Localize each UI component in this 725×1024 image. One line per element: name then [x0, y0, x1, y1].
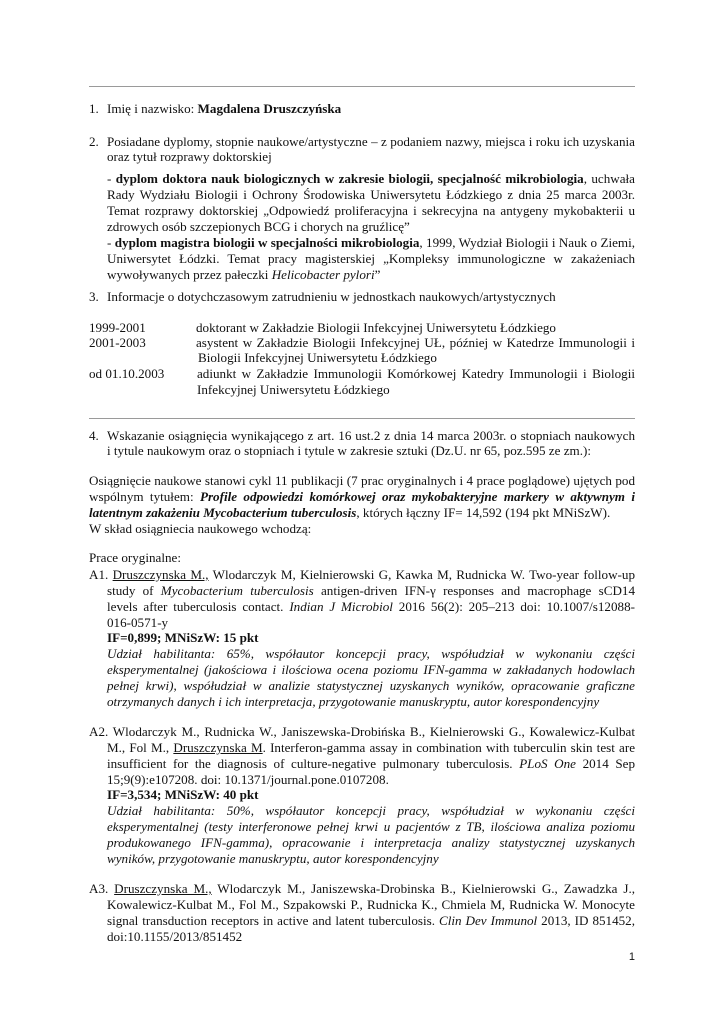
- achievement-intro-line-1: Osiągnięcie naukowe stanowi cykl 11 publikacji (7 prac oryginalnych i 4 prace poglądowe) ujętych pod: [89, 473, 635, 488]
- text-run: 2014 Sep: [575, 756, 636, 771]
- employment-description: Biologii Infekcyjnej Uniwersytetu Łódzkiego: [198, 350, 437, 365]
- person-name: Magdalena Druszczyńska: [197, 101, 342, 116]
- doctorate-diploma-line-1: [107, 171, 635, 187]
- text-run: , uchwała: [583, 171, 635, 186]
- paper-a3-line-4: doi:10.1155/2013/851452: [107, 929, 243, 944]
- section-rule: [89, 418, 635, 419]
- paper-id: A1.: [89, 567, 113, 582]
- text-run: ”: [374, 267, 381, 282]
- doctorate-diploma-line-2: Rady Wydziału Biologii i Ochrony Środowiska Uniwersytetu Łódzkiego z dnia 25 marca 2003r.: [107, 187, 635, 202]
- text-run: antigen-driven IFN-γ responses and macrophage sCD14: [313, 583, 635, 598]
- header-rule: [89, 86, 635, 87]
- text-run: , 1999, Wydział Biologii i Nauk o Ziemi,: [419, 235, 635, 250]
- paper-a2-line-3: [107, 756, 635, 772]
- master-diploma-line-2: Uniwersytet Łódzki. Temat pracy magisterskiej „Kompleksy immunologiczne w zakażeniach: [107, 251, 635, 266]
- paper-a2-contribution-line-1: Udział habilitanta: 50%, współautor koncepcji pracy, współudział w wykonaniu części: [107, 803, 635, 818]
- original-papers-label: Prace oryginalne:: [89, 550, 181, 565]
- doctorate-diploma-line-4: zdrowych osób szczepionych BCG i chorych na gruźlicę”: [107, 219, 410, 234]
- paper-a2-metrics: IF=3,534; MNiSzW: 40 pkt: [107, 787, 259, 802]
- achievement-title: Profile odpowiedzi komórkowej oraz mykobakteryjne markery w aktywnym i: [199, 489, 636, 504]
- paper-a1-contribution-line-3: pełnej krwi), współudział w analizie statystycznej uzyskanych wyników, opracowanie graficzne: [107, 678, 635, 693]
- text-run: levels after tuberculosis contact.: [107, 599, 290, 614]
- paper-a2-line-1: [89, 724, 635, 740]
- employment-description: asystent w Zakładzie Biologii Infekcyjnej UŁ, później w Katedrze Immunologii i: [196, 335, 635, 350]
- master-diploma-title: dyplom magistra biologii w specjalności mikrobiologia: [114, 235, 420, 250]
- text-run: 2016 56(2): 205–213 doi: 10.1007/s12088-: [392, 599, 635, 614]
- employment-description: adiunkt w Zakładzie Immunologii Komórkowej Katedry Immunologii i Biologii: [197, 366, 635, 381]
- paper-a1-line-3: [107, 599, 635, 615]
- paper-id: A3.: [89, 881, 115, 896]
- journal-name: PLoS One: [519, 756, 576, 771]
- paper-a1-line-2: [107, 583, 635, 599]
- text-run: wywoływanych przez pałeczki: [107, 267, 272, 282]
- text-run: wspólnym tytułem:: [89, 489, 200, 504]
- paper-id: A2.: [89, 724, 113, 739]
- section-4-number: 4.: [89, 428, 99, 443]
- text-run: insufficient for the diagnosis of culture-negative pulmonary tuberculosis.: [107, 756, 520, 771]
- paper-a1-contribution-line-1: Udział habilitanta: 65%, współautor koncepcji pracy, współudział w wykonaniu części: [107, 646, 635, 661]
- employment-period: 1999-2001: [89, 320, 146, 335]
- section-3-title: Informacje o dotychczasowym zatrudnieniu w jednostkach naukowych/artystycznych: [107, 289, 556, 304]
- paper-a3-line-2: Kowalewicz-Kulbat M., Fol M., Szpakowski P., Rudnicka K., Chmiela M, Rudnicka W. Monocyte: [107, 897, 635, 912]
- section-3-number: 3.: [89, 289, 99, 304]
- page-number: 1: [628, 951, 635, 963]
- paper-a2-contribution-line-4: wyników, przygotowanie manuskryptu, autor korespondencyjny: [107, 851, 439, 866]
- name-label: Imię i nazwisko:: [107, 101, 198, 116]
- paper-a2-contribution-line-2: eksperymentalnej (testy interferonowe pełnej krwi u pacjentów z TB, ilościowa analiza poziomu: [107, 819, 635, 834]
- journal-name: Clin Dev Immunol: [438, 913, 538, 928]
- employment-description: doktorant w Zakładzie Biologii Infekcyjnej Uniwersytetu Łódzkiego: [196, 320, 556, 335]
- text-run: . Interferon-gamma assay in combination with tuberculin skin test are: [262, 740, 636, 755]
- achievement-intro-line-4: W skład osiągniecia naukowego wchodzą:: [89, 521, 312, 536]
- employment-period: 2001-2003: [89, 335, 146, 350]
- author-underlined: Druszczynska M: [173, 740, 263, 755]
- text-run: , których łączny IF= 14,592 (194 pkt MNiSzW).: [356, 505, 611, 520]
- paper-a1-metrics: IF=0,899; MNiSzW: 15 pkt: [107, 630, 259, 645]
- doctorate-diploma-line-3: Temat rozprawy doktorskiej „Odpowiedź proliferacyjna i sekrecyjna na antygeny mykobakterii u: [107, 203, 635, 218]
- text-run: Wlodarczyk M, Kielnierowski G, Kawka M, Rudnicka W. Two-year follow-up: [208, 567, 635, 582]
- species-name: Mycobacterium tuberculosis: [160, 583, 314, 598]
- section-1-number: 1.: [89, 101, 99, 116]
- species-name: Helicobacter pylori: [271, 267, 375, 282]
- text-run: Wlodarczyk M., Rudnicka W., Janiszewska-Drobińska B., Kielnierowski G., Kowalewicz-Kulbat: [112, 724, 635, 739]
- paper-a2-line-4: 15;9(9):e107208. doi: 10.1371/journal.pone.0107208.: [107, 772, 389, 787]
- paper-a1-contribution-line-2: eksperymentalnej (jakościowa i ilościowa ocena poziomu IFN-gamma w zakładanych hodowlach: [107, 662, 635, 677]
- section-2-title-line-1: Posiadane dyplomy, stopnie naukowe/artystyczne – z podaniem nazwy, miejsca i roku ich uzyskania: [107, 134, 635, 149]
- text-run: study of: [107, 583, 161, 598]
- employment-description: Infekcyjnej Uniwersytetu Łódzkiego: [197, 382, 390, 397]
- author-underlined: Druszczynska M.,: [114, 881, 212, 896]
- section-4-title-line-1: Wskazanie osiągnięcia wynikającego z art. 16 ust.2 z dnia 14 marca 2003r. o stopniach naukowych: [107, 428, 635, 443]
- paper-a1-line-4: 016-0571-y: [107, 615, 169, 630]
- dash: -: [107, 171, 116, 186]
- master-diploma-line-1: [107, 235, 635, 251]
- doctorate-diploma-title: dyplom doktora nauk biologicznych w zakresie biologii, specjalność mikrobiologia: [115, 171, 584, 186]
- section-1-line: [107, 101, 341, 117]
- master-diploma-line-3: [107, 267, 380, 283]
- section-2-title-line-2: oraz tytuł rozprawy doktorskiej: [107, 149, 272, 164]
- text-run: Wlodarczyk M., Janiszewska-Drobinska B., Kielnierowski G., Zawadzka J.,: [211, 881, 635, 896]
- paper-a3-line-1: [89, 881, 635, 897]
- paper-a1-line-1: [89, 567, 635, 583]
- text-run: signal transduction receptors in active and latent tuberculosis.: [107, 913, 439, 928]
- paper-a2-contribution-line-3: produkowanego IFN-gamma), opracowanie i interpretacja analizy statystycznej uzyskanych: [107, 835, 635, 850]
- journal-name: Indian J Microbiol: [289, 599, 393, 614]
- employment-period: od 01.10.2003: [89, 366, 165, 381]
- achievement-title: latentnym zakażeniu Mycobacterium tuberculosis: [89, 505, 357, 520]
- text-run: M., Fol M.,: [107, 740, 174, 755]
- achievement-intro-line-3: [89, 505, 610, 521]
- section-2-number: 2.: [89, 134, 99, 149]
- text-run: 2013, ID 851452,: [537, 913, 636, 928]
- paper-a3-line-3: [107, 913, 635, 929]
- paper-a1-contribution-line-4: otrzymanych danych i ich interpretacja, przygotowanie manuskryptu, autor korespondencyjny: [107, 694, 600, 709]
- author-underlined: Druszczynska M.,: [112, 567, 209, 582]
- section-4-title-line-2: i tytule naukowym oraz o stopniach i tytule w zakresie sztuki (Dz.U. nr 65, poz.595 ze zm.):: [107, 443, 591, 458]
- paper-a2-line-2: [107, 740, 635, 756]
- dash: -: [107, 235, 115, 250]
- achievement-intro-line-2: [89, 489, 635, 505]
